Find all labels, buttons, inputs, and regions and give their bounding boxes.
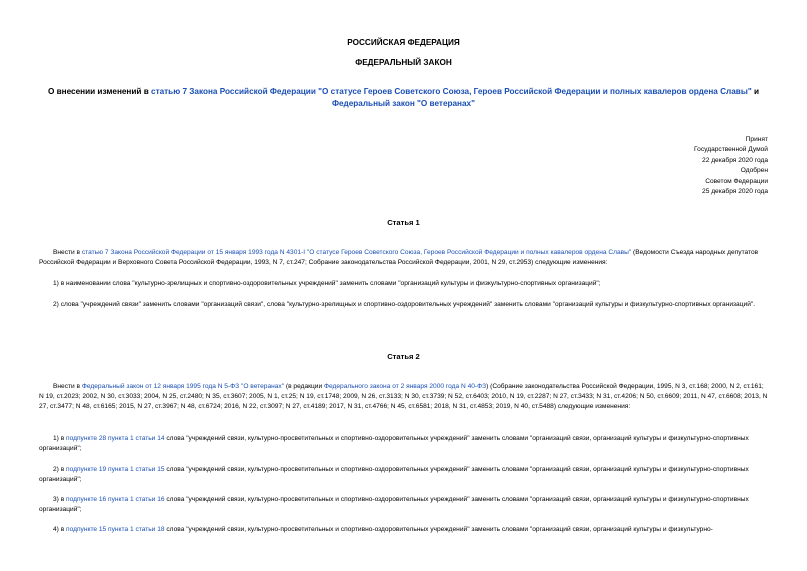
article-1-heading: Статья 1 bbox=[387, 218, 420, 227]
a1-intro-text-1: Внести в bbox=[53, 249, 82, 256]
item-prefix: 3) в bbox=[53, 496, 67, 503]
title-text-1: О внесении изменений в bbox=[47, 87, 152, 96]
article-2-item-1 bbox=[39, 434, 770, 454]
adoption-line: 25 декабря 2020 года bbox=[702, 188, 768, 196]
a2-intro-text-3: ) (Собрание законодательства Российской Федерации, 1995, N 3, ст.168; 2000, N 2, ст.161; N 19, ст.2023; 2002, N 30, ст.3033; 2004, N 25, ст.2480; N 35, ст.3607; 2005, N 1, ст.25; N 19, ст.1748; 2009, N 26, ст.3133; N 30, ст.3739; N 52, ст.6403; 2010, N 19, ст.2287; N 27, ст.3433; N 31, ст.4206; N 50, ст.6609; 2011, N 47, ст.6608; 2013, N 27, ст.3477; N 48, ст.6165; 2015, N 27, ст.3967; N 48, ст.6724; 2016, N 22, ст.3097; N 27, ст.4189; 2017, N 31, ст.4766; N 45, ст.6581; 2018, N 31, ст.4853; 2019, N 40, ст.5488) следующие изменения: bbox=[39, 383, 768, 410]
a2-intro-text-1: Внести в bbox=[53, 383, 82, 390]
a2-intro-link-amendment[interactable]: Федерального закона от 2 января 2000 года N 40-ФЗ bbox=[324, 383, 487, 390]
item-prefix: 4) в bbox=[53, 526, 67, 533]
article-1-intro bbox=[39, 248, 770, 268]
article-1-item-1: 1) в наименовании слова "культурно-зрелищных и спортивно-оздоровительных учреждений" заменить словами "организаций культуры и физкультурно-спортивных организаций"; bbox=[53, 280, 601, 287]
adoption-line: 22 декабря 2020 года bbox=[702, 156, 768, 164]
item-prefix: 2) в bbox=[53, 466, 67, 473]
adoption-line: Одобрен bbox=[740, 167, 768, 175]
article-2-item-3 bbox=[39, 495, 770, 515]
article-1-item-2: 2) слова "учреждений связи" заменить словами "организаций связи", слова "культурно-зрелищных и спортивно-оздоровительных учреждений" заменить словами "организаций культуры и физкультурно-спортивных организаций". bbox=[53, 301, 756, 308]
law-title bbox=[40, 86, 767, 110]
title-link-veterans-law[interactable]: Федеральный закон "О ветеранах" bbox=[331, 99, 475, 108]
item-link[interactable]: подпункте 16 пункта 1 статьи 16 bbox=[66, 496, 165, 503]
adoption-line: Советом Федерации bbox=[705, 177, 768, 185]
adoption-block bbox=[694, 135, 768, 197]
a2-intro-link-veterans[interactable]: Федеральный закон от 12 января 1995 года N 5-ФЗ "О ветеранах" bbox=[81, 383, 285, 390]
adoption-line: Государственной Думой bbox=[694, 146, 768, 154]
article-2-item-2 bbox=[39, 465, 770, 485]
a1-intro-link[interactable]: статью 7 Закона Российской Федерации от 15 января 1993 года N 4301-I "О статусе Героев Советского Союза, Героев Российской Федерации и полных кавалеров ордена Славы" bbox=[81, 249, 632, 256]
item-prefix: 1) в bbox=[53, 435, 67, 442]
title-text-2: и bbox=[751, 87, 760, 96]
item-link[interactable]: подпункте 28 пункта 1 статьи 14 bbox=[66, 435, 165, 442]
item-text: слова "учреждений связи, культурно-просветительных и спортивно-оздоровительных учреждений" заменить словами "организаций связи, организаций культуры и физкультурно- bbox=[164, 526, 713, 533]
item-text: слова "учреждений связи, культурно-просветительных и спортивно-оздоровительных учреждений" заменить словами "организаций связи, организаций культуры и физкультурно-спортивных организаций"; bbox=[39, 466, 749, 483]
a2-intro-text-2: (в редакции bbox=[284, 383, 324, 390]
a1-intro-text-2: (Ведомости Съезда народных депутатов Российской Федерации и Верховного Совета Российской Федерации, 1993, N 7, ст.247; Собрание законодательства Российской Федерации, 2001, N 29, ст.2953) следующие изменения: bbox=[39, 249, 759, 266]
adoption-line: Принят bbox=[745, 136, 768, 143]
article-2-intro bbox=[39, 382, 770, 412]
article-2-heading: Статья 2 bbox=[387, 352, 420, 361]
doc-type-heading: ФЕДЕРАЛЬНЫЙ ЗАКОН bbox=[355, 58, 452, 67]
item-text: слова "учреждений связи, культурно-просветительных и спортивно-оздоровительных учреждений" заменить словами "организаций связи, организаций культуры и физкультурно-спортивных организаций"; bbox=[39, 496, 749, 513]
item-text: слова "учреждений связи, культурно-просветительных и спортивно-оздоровительных учреждений" заменить словами "организаций связи, организаций культуры и физкультурно-спортивных организаций"; bbox=[39, 435, 749, 452]
country-heading: РОССИЙСКАЯ ФЕДЕРАЦИЯ bbox=[347, 38, 460, 47]
title-link-article7[interactable]: статью 7 Закона Российской Федерации "О статусе Героев Советского Союза, Героев Российской Федерации и полных кавалеров ордена Славы" bbox=[151, 87, 752, 96]
item-link[interactable]: подпункте 19 пункта 1 статьи 15 bbox=[66, 466, 165, 473]
article-2-item-4 bbox=[39, 525, 770, 535]
item-link[interactable]: подпункте 15 пункта 1 статьи 18 bbox=[66, 526, 165, 533]
